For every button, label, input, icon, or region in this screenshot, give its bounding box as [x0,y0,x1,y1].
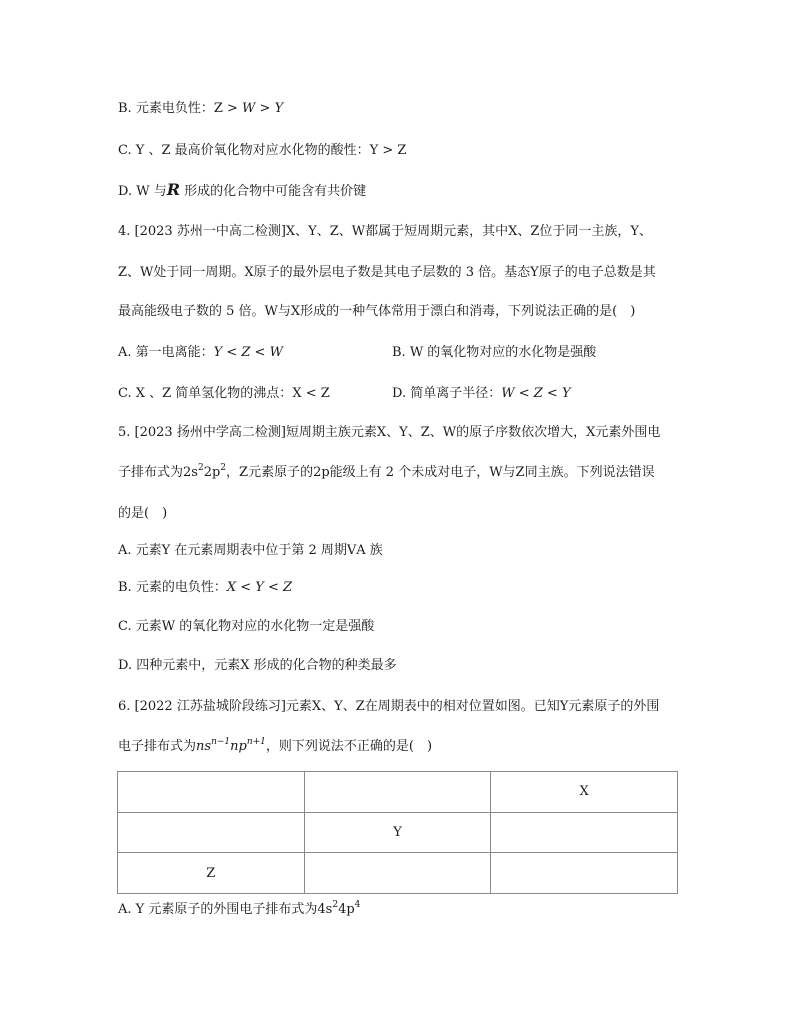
question-5-line-2: 子排布式为$2s^22p^2$，Z元素原子的2p能级上有 2 个未成对电子，W与Z同主族。下列说法错误 [118,463,655,480]
q5-option-c: C. 元素W 的氧化物对应的水化物一定是强酸 [118,619,375,634]
table-cell [118,772,305,813]
table-cell [491,853,678,894]
question-4-line-2: Z、W处于同一周期。X原子的最外层电子数是其电子层数的 3 倍。基态Y原子的电子总数是其 [118,265,656,280]
option-c-acidity: C. Y 、Z 最高价氧化物对应水化物的酸性：Y > Z [118,143,407,158]
q4-option-d: D. 简单离子半径：W < Z < Y [392,386,571,401]
option-b-electronegativity: B. 元素电负性：Z > W > Y [118,101,284,116]
q5-option-a: A. 元素Y 在元素周期表中位于第 2 周期ⅤA 族 [118,543,383,558]
q6-option-a: A. Y 元素原子的外围电子排布式为$4s^24p^4$ [118,900,361,917]
q4-option-c: C. X 、Z 简单氢化物的沸点：X < Z [118,386,330,401]
q5-option-b: B. 元素的电负性：X < Y < Z [118,580,293,595]
table-cell: Y [304,812,491,853]
question-5-line-3: 的是( ) [118,506,168,521]
table-cell: X [491,772,678,813]
table-cell: Z [118,853,305,894]
question-4-line-3: 最高能级电子数的 5 倍。W与X形成的一种气体常用于漂白和消毒，下列说法正确的是( ) [118,304,636,319]
question-6-line-1: 6. [2022 江苏盐城阶段练习]元素X、Y、Z在周期表中的相对位置如图。已知Y元素原子的外围 [118,699,660,714]
table-cell [304,772,491,813]
question-5-line-1: 5. [2023 扬州中学高二检测]短周期主族元素X、Y、Z、W的原子序数依次增大，X元素外围电 [118,425,661,440]
table-cell [491,812,678,853]
question-4-line-1: 4. [2023 苏州一中高二检测]X、Y、Z、W都属于短周期元素，其中X、Z位于同一主族，Y、 [118,224,652,239]
table-row [118,853,678,894]
q4-option-a: A. 第一电离能：Y < Z < W [118,345,283,360]
table-cell [304,853,491,894]
q4-option-b: B. W 的氧化物对应的水化物是强酸 [392,345,597,360]
table-row [118,812,678,853]
table-cell [118,812,305,853]
q5-option-d: D. 四种元素中，元素X 形成的化合物的种类最多 [118,658,397,673]
option-d-covalent-bond: D. W 与R 形成的化合物中可能含有共价键 [118,180,367,199]
question-6-line-2: 电子排布式为$ns^{n-1}np^{n+1}$，则下列说法不正确的是( ) [118,737,433,754]
table-row [118,772,678,813]
periodic-position-table [117,771,678,894]
